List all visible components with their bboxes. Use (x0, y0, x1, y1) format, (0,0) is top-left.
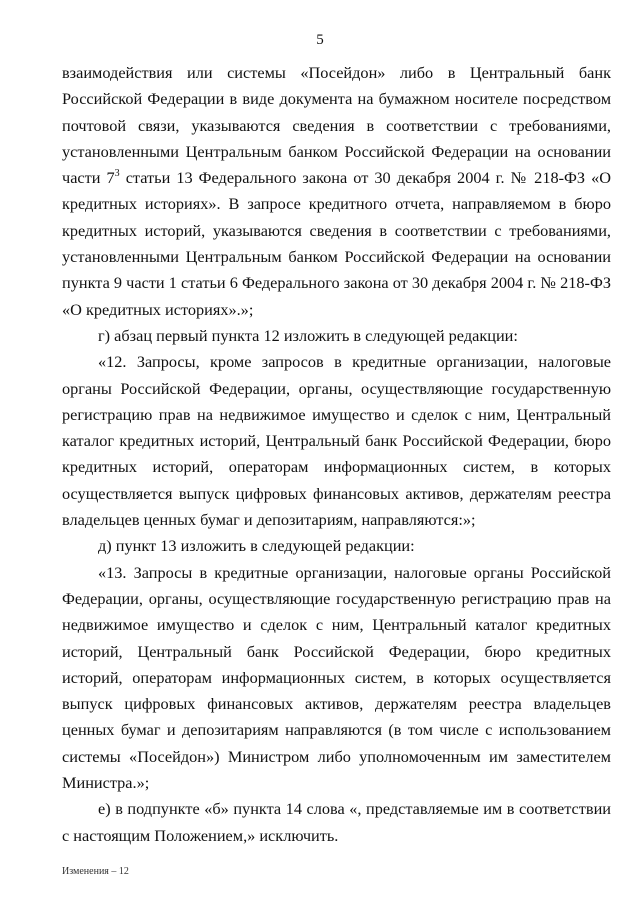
document-body (62, 60, 611, 849)
paragraph-amendment-g: г) абзац первый пункта 12 изложить в следующей редакции: (98, 325, 518, 345)
paragraph-amendment-e: е) в подпункте «б» пункта 14 слова «, представляемые им в соответствии с настоящим Положением,» исключить. (62, 799, 611, 845)
page-number: 5 (316, 32, 324, 48)
footer-label: Изменения – 12 (62, 866, 129, 877)
paragraph-text: статьи 13 Федерального закона от 30 декабря 2004 г. № 218-ФЗ «О кредитных историях». В запросе кредитного отчета, направляемом в бюро кредитных историй, указываются сведения в соответствии с требованиями, установленными Центральным банком Российской Федерации на основании пункта 9 части 1 статьи 6 Федерального закона от 30 декабря 2004 г. № 218-ФЗ «О кредитных историях».»; (62, 168, 611, 319)
paragraph-amendment-d: д) пункт 13 изложить в следующей редакции: (98, 536, 415, 556)
paragraph-continuation (62, 60, 611, 323)
superscript: 3 (114, 167, 120, 179)
paragraph-text: взаимодействия или системы «Посейдон» либо в Центральный банк Российской Федерации в виде документа на бумажном носителе посредством почтовой связи, указываются сведения в соответствии с требованиями, установленными Центральным банком Российской Федерации на основании части 7 (62, 63, 611, 188)
paragraph-item-12: «12. Запросы, кроме запросов в кредитные организации, налоговые органы Российской Федерации, органы, осуществляющие государственную регистрацию прав на недвижимое имущество и сделок с ним, Центральный каталог кредитных историй, Центральный банк Российской Федерации, бюро кредитных историй, операторам информационных систем, в которых осуществляется выпуск цифровых финансовых активов, держателям реестра владельцев ценных бумаг и депозитариям, направляются:»; (62, 352, 611, 530)
paragraph-item-13: «13. Запросы в кредитные организации, налоговые органы Российской Федерации, органы, осуществляющие государственную регистрацию прав на недвижимое имущество и сделок с ним, Центральный каталог кредитных историй, Центральный банк Российской Федерации, бюро кредитных историй, операторам информационных систем, в которых осуществляется выпуск цифровых финансовых активов, держателям реестра владельцев ценных бумаг и депозитариям направляются (в том числе с использованием системы «Посейдон») Министром либо уполномоченным им заместителем Министра.»; (62, 562, 611, 793)
